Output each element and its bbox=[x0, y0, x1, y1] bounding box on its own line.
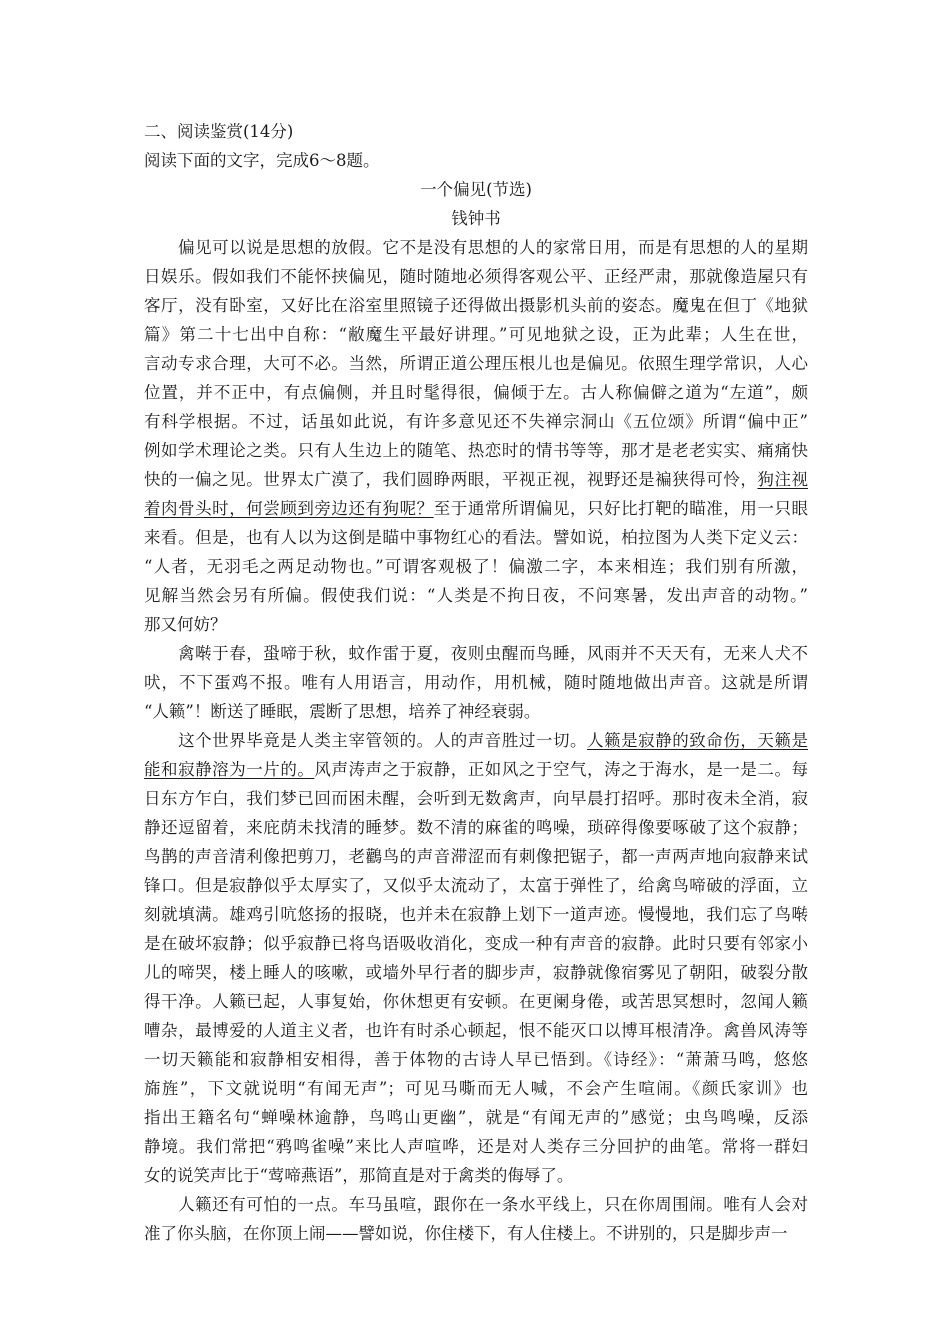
text-line bbox=[144, 784, 808, 814]
text-line bbox=[144, 726, 808, 756]
text-segment: 得干净。人籁已起，人事复始，你休想更有安顿。在更阑身倦，或苦思冥想时，忽闻人籁 bbox=[144, 992, 808, 1011]
text-line bbox=[144, 233, 808, 263]
text-segment: 客厅，没有卧室，又好比在浴室里照镜子还得做出摄影机头前的姿态。魔鬼在但丁《地狱 bbox=[144, 296, 808, 315]
text-segment: 偏见可以说是思想的放假。它不是没有思想的人的家常日用，而是有思想的人的星期 bbox=[144, 238, 808, 257]
text-segment: 人籁还有可怕的一点。车马虽喧，跟你在一条水平线上，只在你周围闹。唯有人会对 bbox=[144, 1195, 808, 1214]
text-line bbox=[144, 610, 808, 640]
text-line bbox=[144, 697, 808, 727]
text-segment: 日东方乍白，我们梦已回而困未醒，会听到无数禽声，向早晨打招呼。那时夜未全消，寂 bbox=[144, 789, 808, 808]
text-segment: 篇》第二十七出中自称：“敝魔生平最好讲理。”可见地狱之设，正为此辈；人生在世， bbox=[144, 325, 808, 344]
text-line bbox=[144, 407, 808, 437]
text-line bbox=[144, 378, 808, 408]
text-line bbox=[144, 842, 808, 872]
text-line bbox=[144, 958, 808, 988]
text-line bbox=[144, 813, 808, 843]
article-title: 一个偏见(节选) bbox=[420, 180, 532, 199]
text-line bbox=[144, 1132, 808, 1162]
text-segment: 日娱乐。假如我们不能怀挟偏见，随时随地必须得客观公平、正经严肃，那就像造屋只有 bbox=[144, 267, 808, 286]
text-line bbox=[144, 523, 808, 553]
text-segment: “人籁”！断送了睡眠，震断了思想，培养了神经衰弱。 bbox=[144, 702, 541, 721]
text-line bbox=[144, 871, 808, 901]
text-segment: 吠，不下蛋鸡不报。唯有人用语言，用动作，用机械，随时随地做出声音。这就是所谓 bbox=[144, 673, 808, 692]
text-line bbox=[144, 987, 808, 1017]
underlined-text: 狗注视 bbox=[757, 470, 808, 489]
text-line bbox=[144, 639, 808, 669]
text-line bbox=[144, 262, 808, 292]
text-segment: 一切天籁能和寂静相安相得，善于体物的古诗人早已悟到。《诗经》：“萧萧马鸣，悠悠 bbox=[144, 1050, 808, 1069]
text-segment: 至于通常所谓偏见，只好比打靶的瞄准，用一只眼 bbox=[433, 499, 808, 518]
text-segment: 风声涛声之于寂静，正如风之于空气，涛之于海水，是一是二。每 bbox=[314, 760, 808, 779]
text-line bbox=[144, 494, 808, 524]
section-heading: 二、阅读鉴赏(14分) bbox=[144, 122, 294, 141]
text-line bbox=[144, 1045, 808, 1075]
text-segment: 嘈杂，最博爱的人道主义者，也许有时杀心顿起，恨不能灭口以博耳根清净。禽兽风涛等 bbox=[144, 1021, 808, 1040]
text-segment: 刻就填满。雄鸡引吭悠扬的报晓，也并未在寂静上划下一道声迹。慢慢地，我们忘了鸟啭 bbox=[144, 905, 808, 924]
underlined-text: 着肉骨头时，何尝顾到旁边还有狗呢？ bbox=[144, 499, 434, 518]
text-segment: 指出王籍名句“蝉噪林逾静，鸟鸣山更幽”，就是“有闻无声的”感觉；虫鸟鸣噪，反添 bbox=[144, 1108, 808, 1127]
text-segment: “人者，无羽毛之两足动物也。”可谓客观极了！偏激二字，本来相连；我们别有所激， bbox=[144, 557, 808, 576]
text-segment: 那又何妨？ bbox=[144, 615, 227, 634]
text-segment: 鸟鹊的声音清利像把剪刀，老鸛鸟的声音滞涩而有刺像把锯子，都一声两声地向寂静来试 bbox=[144, 847, 808, 866]
text-line bbox=[144, 581, 808, 611]
text-segment: 锋口。但是寂静似乎太厚实了，又似乎太流动了，太富于弹性了，给禽鸟啼破的浮面，立 bbox=[144, 876, 808, 895]
text-segment: 是在破坏寂静；似乎寂静已将鸟语吸收消化，变成一种有声音的寂静。此时只要有邻家小 bbox=[144, 934, 808, 953]
text-line bbox=[144, 755, 808, 785]
text-line bbox=[144, 1190, 808, 1220]
text-line bbox=[144, 900, 808, 930]
text-line bbox=[144, 668, 808, 698]
underlined-text: 人籁是寂静的致命伤，天籁是 bbox=[587, 731, 808, 750]
text-segment: 位置，并不正中，有点偏侧，并且时髦得很，偏倾于左。古人称偏僻之道为“左道”，颇 bbox=[144, 383, 808, 402]
text-segment: 儿的啼哭，楼上睡人的咳嗽，或墙外早行者的脚步声，寂静就像宿雾见了朝阳，破裂分散 bbox=[144, 963, 808, 982]
text-segment: 快的一偏之见。世界太广漠了，我们圆睁两眼，平视正视，视野还是褊狭得可怜， bbox=[144, 470, 758, 489]
underlined-text: 能和寂静溶为一片的。 bbox=[144, 760, 315, 779]
text-line bbox=[144, 349, 808, 379]
text-segment: 女的说笑声比于“莺啼燕语”，那简直是对于禽类的侮辱了。 bbox=[144, 1166, 574, 1185]
text-segment: 静还逗留着，来庇荫未找清的睡梦。数不清的麻雀的鸣噪，琐碎得像要啄破了这个寂静； bbox=[144, 818, 808, 837]
text-line bbox=[144, 1219, 808, 1249]
text-segment: 旆旌”，下文就说明“有闻无声”；可见马嘶而无人喊，不会产生喧闹。《颜氏家训》也 bbox=[144, 1079, 808, 1098]
text-line bbox=[144, 1103, 808, 1133]
text-line bbox=[144, 291, 808, 321]
article-author: 钱钟书 bbox=[451, 209, 501, 228]
text-line bbox=[144, 320, 808, 350]
text-segment: 言动专求合理，大可不必。当然，所谓正道公理压根儿也是偏见。依照生理学常识，人心 bbox=[144, 354, 808, 373]
section-instruction: 阅读下面的文字，完成6～8题。 bbox=[144, 151, 380, 170]
text-segment: 例如学术理论之类。只有人生边上的随笔、热恋时的情书等等，那才是老老实实、痛痛快 bbox=[144, 441, 808, 460]
text-segment: 来看。但是，也有人以为这倒是瞄中事物红心的看法。譬如说，柏拉图为人类下定义云： bbox=[144, 528, 808, 547]
text-line bbox=[144, 1161, 808, 1191]
text-line bbox=[144, 552, 808, 582]
text-line bbox=[144, 436, 808, 466]
text-line bbox=[144, 1074, 808, 1104]
text-segment: 这个世界毕竟是人类主宰管领的。人的声音胜过一切。 bbox=[144, 731, 588, 750]
text-segment: 准了你头脑，在你顶上闹——譬如说，你住楼下，有人住楼上。不讲别的，只是脚步声一 bbox=[144, 1224, 788, 1243]
text-line bbox=[144, 1016, 808, 1046]
text-line bbox=[144, 929, 808, 959]
text-line bbox=[144, 465, 808, 495]
text-segment: 静境。我们常把“鸦鸣雀噪”来比人声喧哗，还是对人类存三分回护的曲笔。常将一群妇 bbox=[144, 1137, 808, 1156]
text-segment: 见解当然会另有所偏。假使我们说：“人类是不拘日夜，不问寒暑，发出声音的动物。” bbox=[144, 586, 808, 605]
text-segment: 禽啭于春，蛩啼于秋，蚊作雷于夏，夜则虫醒而鸟睡，风雨并不天天有，无来人犬不 bbox=[144, 644, 808, 663]
text-segment: 有科学根据。不过，话虽如此说，有许多意见还不失禅宗洞山《五位颂》所谓“偏中正” bbox=[144, 412, 808, 431]
